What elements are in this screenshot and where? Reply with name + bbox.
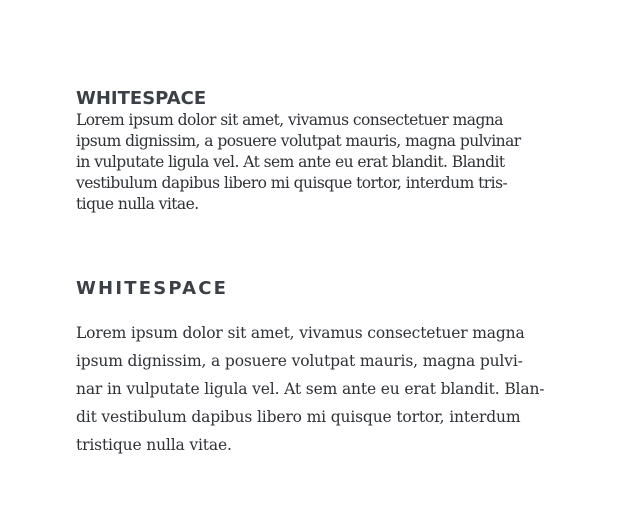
sample-paragraph xyxy=(76,319,596,459)
paragraph-line: Lorem ipsum dolor sit amet, vivamus consectetuer magna xyxy=(76,111,503,129)
sample-heading: WHITESPACE xyxy=(76,278,229,299)
sample-paragraph xyxy=(76,110,596,215)
loose-spacing-sample xyxy=(76,277,596,459)
paragraph-line: tristique nulla vitae. xyxy=(76,436,232,454)
paragraph-line: ipsum dignissim, a posuere volutpat mauris, magna pulvi- xyxy=(76,352,523,370)
tight-spacing-sample xyxy=(76,88,596,215)
paragraph-line: Lorem ipsum dolor sit amet, vivamus consectetuer magna xyxy=(76,324,525,342)
paragraph-line: dit vestibulum dapibus libero mi quisque tortor, interdum xyxy=(76,408,521,426)
paragraph-line: tique nulla vitae. xyxy=(76,195,199,213)
paragraph-line: ipsum dignissim, a posuere volutpat mauris, magna pulvinar xyxy=(76,132,521,150)
paragraph-line: in vulputate ligula vel. At sem ante eu erat blandit. Blandit xyxy=(76,153,505,171)
paragraph-line: nar in vulputate ligula vel. At sem ante eu erat blandit. Blan- xyxy=(76,380,545,398)
sample-heading: WHITESPACE xyxy=(76,88,207,109)
paragraph-line: vestibulum dapibus libero mi quisque tortor, interdum tris- xyxy=(76,174,508,192)
